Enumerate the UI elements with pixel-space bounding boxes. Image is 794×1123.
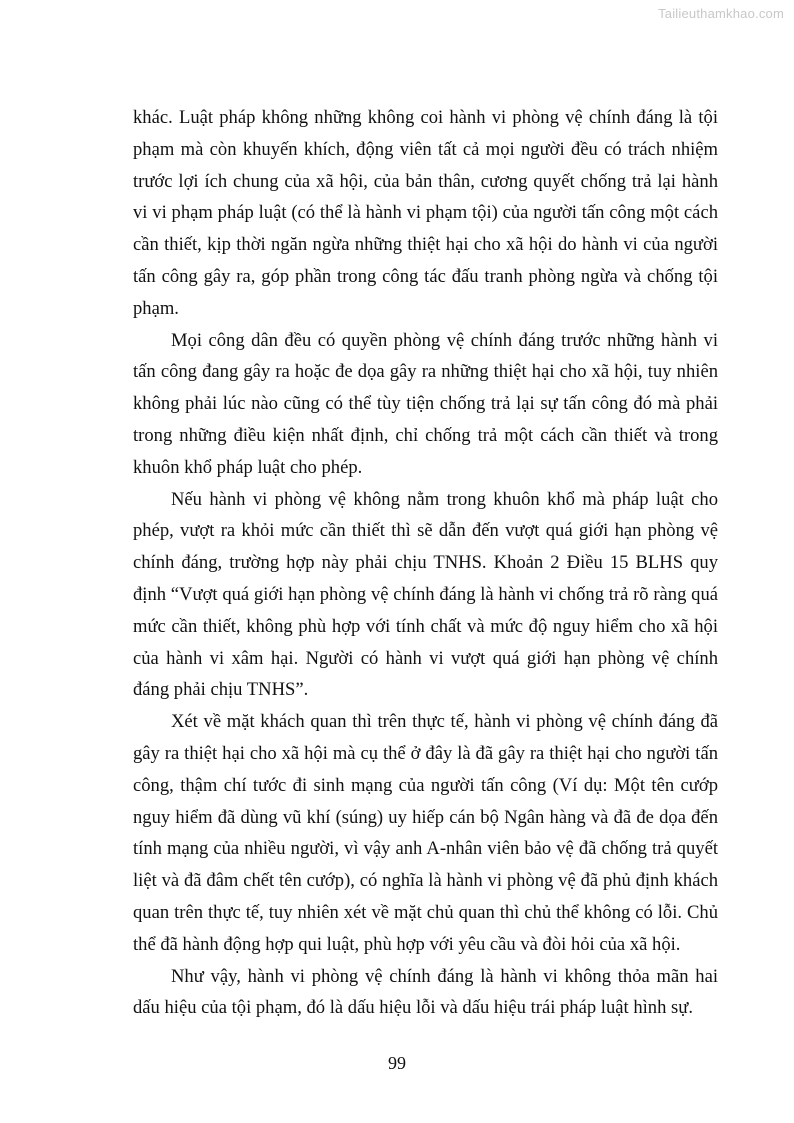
paragraph-objective-view: Xét về mặt khách quan thì trên thực tế, hành vi phòng vệ chính đáng đã gây ra thiệt hại cho xã hội mà cụ thể ở đây là đã gây ra thiệt hại cho người tấn công, thậm chí tước đi sinh mạng của người tấn công (Ví dụ: Một tên cướp nguy hiểm đã dùng vũ khí (súng) uy hiếp cán bộ Ngân hàng và đã đe dọa đến tính mạng của nhiều người, vì vậy anh A-nhân viên bảo vệ đã chống trả quyết liệt và đã đâm chết tên cướp), có nghĩa là hành vi phòng vệ đã phủ định khách quan trên thực tế, tuy nhiên xét về mặt chủ quan thì chủ thể không có lỗi. Chủ thể đã hành động hợp qui luật, phù hợp với yêu cầu và đòi hỏi của xã hội. bbox=[133, 711, 718, 955]
paragraph-continuation: khác. Luật pháp không những không coi hành vi phòng vệ chính đáng là tội phạm mà còn khuyến khích, động viên tất cả mọi người đều có trách nhiệm trước lợi ích chung của xã hội, của bản thân, cương quyết chống trả lại hành vi vi phạm pháp luật (có thể là hành vi phạm tội) của người tấn công một cách cần thiết, kịp thời ngăn ngừa những thiệt hại cho xã hội do hành vi của người tấn công gây ra, góp phần trong công tác đấu tranh phòng ngừa và chống tội phạm. bbox=[133, 107, 718, 319]
document-body bbox=[133, 102, 718, 1032]
page-number: 99 bbox=[388, 1053, 406, 1073]
watermark-text: Tailieuthamkhao.com bbox=[658, 6, 784, 21]
paragraph-conclusion: Như vậy, hành vi phòng vệ chính đáng là hành vi không thỏa mãn hai dấu hiệu của tội phạm, đó là dấu hiệu lỗi và dấu hiệu trái pháp luật hình sự. bbox=[133, 965, 718, 1019]
paragraph-right-to-defense: Mọi công dân đều có quyền phòng vệ chính đáng trước những hành vi tấn công đang gây ra hoặc đe dọa gây ra những thiệt hại cho xã hội, tuy nhiên không phải lúc nào cũng có thể tùy tiện chống trả lại sự tấn công đó mà phải trong những điều kiện nhất định, chỉ chống trả một cách cần thiết và trong khuôn khổ pháp luật cho phép. bbox=[133, 329, 718, 478]
paragraph-exceeding-limits: Nếu hành vi phòng vệ không nằm trong khuôn khổ mà pháp luật cho phép, vượt ra khỏi mức cần thiết thì sẽ dẫn đến vượt quá giới hạn phòng vệ chính đáng, trường hợp này phải chịu TNHS. Khoản 2 Điều 15 BLHS quy định “Vượt quá giới hạn phòng vệ chính đáng là hành vi chống trả rõ ràng quá mức cần thiết, không phù hợp với tính chất và mức độ nguy hiểm cho xã hội của hành vi xâm hại. Người có hành vi vượt quá giới hạn phòng vệ chính đáng phải chịu TNHS”. bbox=[133, 488, 718, 701]
